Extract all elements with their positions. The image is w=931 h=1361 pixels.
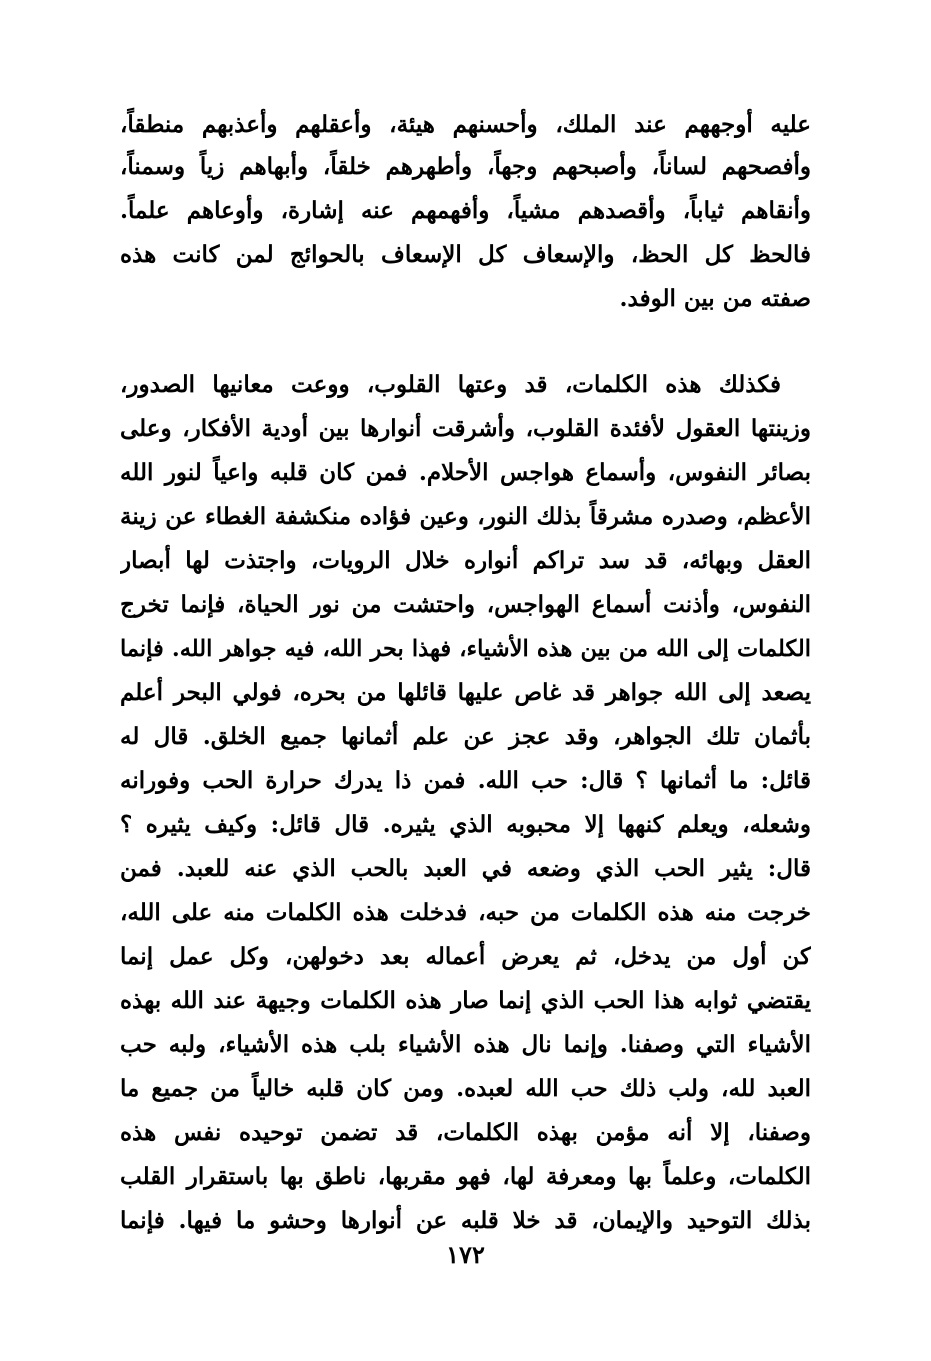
text-line: الكلمات إلى الله من بين هذه الأشياء، فهذا بحر الله، فيه جواهر الله. فإنما [120,636,811,662]
text-line: صفته من بين الوفد. [619,285,811,312]
text-line: وشعله، ويعلم كنهها إلا محبوبه الذي يثيره. قال قائل: وكيف يثيره ؟ [120,811,811,838]
text-line: وصفنا، إلا أنه مؤمن بهذه الكلمات، قد تضمن توحيده نفس هذه [120,1119,811,1146]
text-line: يقتضي ثوابه هذا الحب الذي إنما صار هذه الكلمات وجيهة عند الله بهذه [120,987,811,1014]
text-line: كن أول من يدخل، ثم يعرض أعماله بعد دخولهن، وكل عمل إنما [120,943,811,970]
text-line: العبد لله، ولب ذلك حب الله لعبده. ومن كان قلبه خالياً من جميع ما [120,1075,811,1102]
text-line: فكذلك هذه الكلمات، قد وعتها القلوب، ووعت معانيها الصدور، [120,371,781,398]
text-line: بصائر النفوس، وأسماع هواجس الأحلام. فمن كان قلبه واعياً لنور الله [120,459,811,486]
text-line: قائل: ما أثمانها ؟ قال: حب الله. فمن ذا يدرك حرارة الحب وفورانه [120,767,811,794]
text-line: عليه أوجههم عند الملك، وأحسنهم هيئة، وأعقلهم وأعذبهم منطقاً، [120,111,811,138]
text-line: بذلك التوحيد والإيمان، قد خلا قلبه عن أنوارها وحشو ما فيها. فإنما [120,1207,811,1234]
text-line: الأعظم، وصدره مشرقاً بذلك النور، وعين فؤاده منكشفة الغطاء عن زينة [120,503,811,530]
text-line: فالحظ كل الحظ، والإسعاف كل الإسعاف بالحوائج لمن كانت هذه [120,241,811,268]
page-number: ١٧٢ [446,1240,485,1269]
text-line: يصعد إلى الله جواهر قد غاص عليها قائلها من بحره، فولي البحر أعلم [120,679,811,706]
text-line: العقل وبهائه، قد سد تراكم أنواره خلال الرويات، واجتذت لها أبصار [120,547,811,574]
text-line: وأنقاهم ثياباً، وأقصدهم مشياً، وأفهمهم عنه إشارة، وأوعاهم علماً. [120,197,811,224]
text-line: الأشياء التي وصفنا. وإنما نال هذه الأشياء بلب هذه الأشياء، ولبه حب [120,1031,811,1058]
text-line: قال: يثير الحب الذي وضعه في العبد بالحب الذي عنه للعبد. فمن [120,855,811,882]
text-line: وزينتها العقول لأفئدة القلوب، وأشرقت أنوارها بين أودية الأفكار، وعلى [120,415,811,442]
text-line: خرجت منه هذه الكلمات من حبه، فدخلت هذه الكلمات منه على الله، [120,899,811,926]
text-line: النفوس، وأذنت أسماع الهواجس، واحتشت من نور الحياة، فإنما تخرج [120,591,811,618]
text-line: بأثمان تلك الجواهر، وقد عجز عن علم أثمانها جميع الخلق. قال له [120,723,811,750]
text-line: وأفصحهم لساناً، وأصبحهم وجهاً، وأطهرهم خلقاً، وأبهاهم زياً وسمناً، [120,153,811,180]
text-line: الكلمات، وعلماً بها ومعرفة لها، فهو مقربها، ناطق بها باستقرار القلب [120,1163,811,1190]
